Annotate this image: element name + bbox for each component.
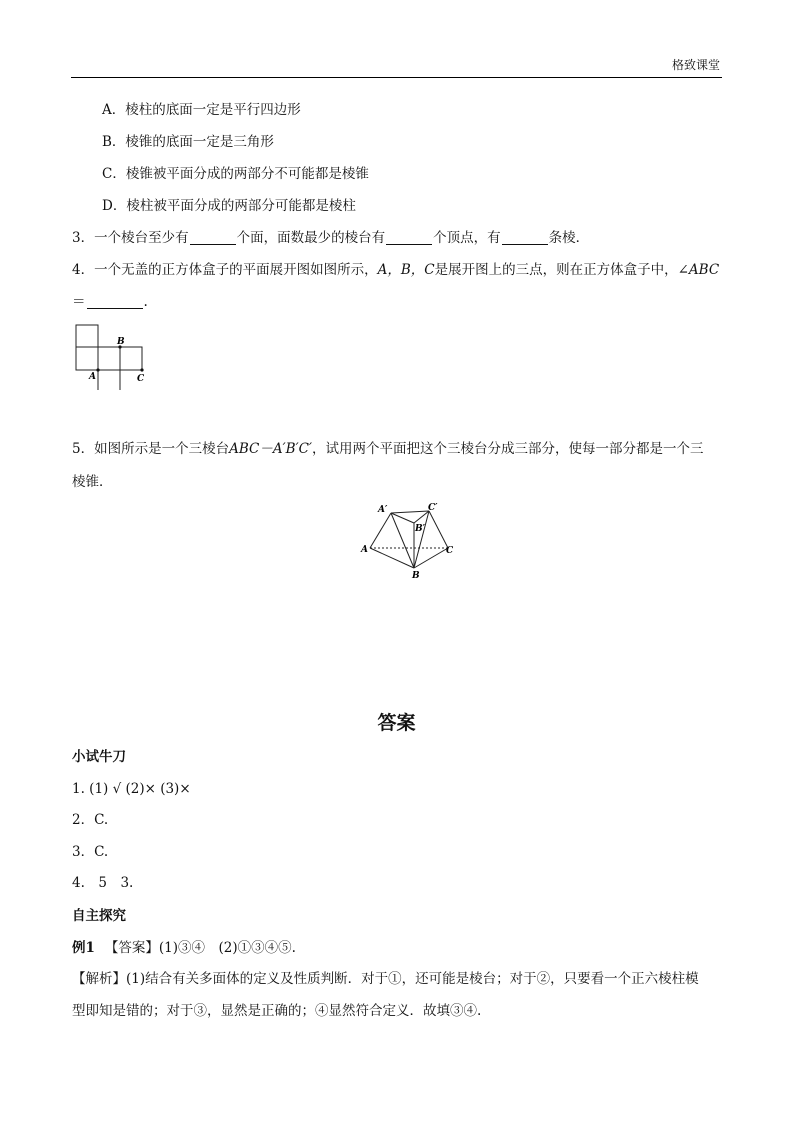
- question-4: [72, 261, 719, 279]
- q3-blank-faces: [190, 230, 236, 245]
- q5-frustum-name: ABC－A′B′C′: [229, 441, 313, 457]
- label-c: C: [137, 374, 145, 384]
- q4-letters: A，B，C: [377, 262, 435, 278]
- q5-text-2: ，试用两个平面把这个三棱台分成三部分，使每一部分都是一个三: [312, 441, 704, 457]
- net-square-right: [120, 347, 142, 370]
- label-b: B: [117, 337, 125, 347]
- q3-text-3: 个顶点，有: [433, 230, 501, 246]
- edge-a1-c1: [391, 511, 429, 513]
- q4-equals: ＝: [72, 294, 86, 310]
- q3-text-2: 个面，面数最少的棱台有: [236, 230, 386, 246]
- q2-option-a: A．棱柱的底面一定是平行四边形: [102, 102, 301, 118]
- q4-text-1: 4．一个无盖的正方体盒子的平面展开图如图所示，: [72, 262, 378, 278]
- analysis-line-1: 【解析】(1)结合有关多面体的定义及性质判断．对于①，还可能是棱台；对于②，只要看一个正六棱柱模: [72, 971, 699, 987]
- question-4-line-2: [72, 293, 148, 311]
- label-c-prime: C′: [428, 503, 438, 513]
- header-brand: 格致课堂: [672, 58, 721, 72]
- edge-a1-a: [370, 513, 391, 548]
- edge-c1-c: [429, 511, 448, 548]
- section-heading-2: 自主探究: [72, 908, 126, 924]
- q2-option-b: B．棱锥的底面一定是三角形: [102, 134, 274, 150]
- net-square-left: [76, 347, 98, 370]
- question-5: [72, 440, 704, 458]
- label-b: B: [412, 571, 420, 581]
- net-square-top: [76, 325, 98, 347]
- q2-option-d: D．棱柱被平面分成的两部分可能都是棱柱: [102, 198, 356, 214]
- answer-1: 1. (1) √ (2)× (3)×: [72, 781, 191, 797]
- q3-text-1: 3．一个棱台至少有: [72, 230, 189, 246]
- answer-2: 2．C.: [72, 812, 109, 828]
- label-c: C: [446, 546, 454, 556]
- analysis-line-2: 型即知是错的；对于③，显然是正确的；④显然符合定义．故填③④.: [72, 1003, 482, 1019]
- label-a-prime: A′: [378, 505, 388, 515]
- example-1-label: 例1: [72, 940, 95, 956]
- answers-title: 答案: [377, 712, 416, 734]
- example-1: [72, 939, 296, 957]
- label-a: A: [89, 372, 96, 382]
- edge-b-c: [414, 548, 448, 568]
- point-a: [96, 368, 99, 371]
- net-square-center: [98, 347, 120, 370]
- answer-3: 3．C.: [72, 844, 109, 860]
- question-5-line-2: 棱锥．: [72, 474, 113, 490]
- net-square-bottom: [98, 370, 120, 390]
- header-divider: [71, 77, 722, 78]
- q4-angle: ABC: [688, 262, 720, 278]
- cut-c1-b: [414, 511, 429, 568]
- section-heading-1: 小试牛刀: [72, 749, 126, 765]
- q3-text-4: 条棱．: [548, 230, 590, 246]
- q4-text-2: 是展开图上的三点，则在正方体盒子中，∠: [434, 262, 689, 278]
- q3-blank-edges: [502, 230, 548, 245]
- point-c: [140, 368, 143, 371]
- label-b-prime: B′: [415, 524, 425, 534]
- example-1-answer: 【答案】(1)③④ (2)①③④⑤.: [104, 940, 296, 956]
- q3-blank-vertices: [386, 230, 432, 245]
- q4-blank-angle: [87, 294, 143, 309]
- q2-option-c: C．棱锥被平面分成的两部分不可能都是棱锥: [102, 166, 369, 182]
- question-3: [72, 229, 589, 247]
- q4-period: .: [143, 294, 148, 310]
- q5-text-1: 5．如图所示是一个三棱台: [72, 441, 230, 457]
- answer-4: 4. 5 3.: [72, 875, 134, 891]
- label-a: A: [361, 545, 368, 555]
- frustum-figure: [358, 498, 460, 582]
- cube-net-figure: [72, 322, 152, 390]
